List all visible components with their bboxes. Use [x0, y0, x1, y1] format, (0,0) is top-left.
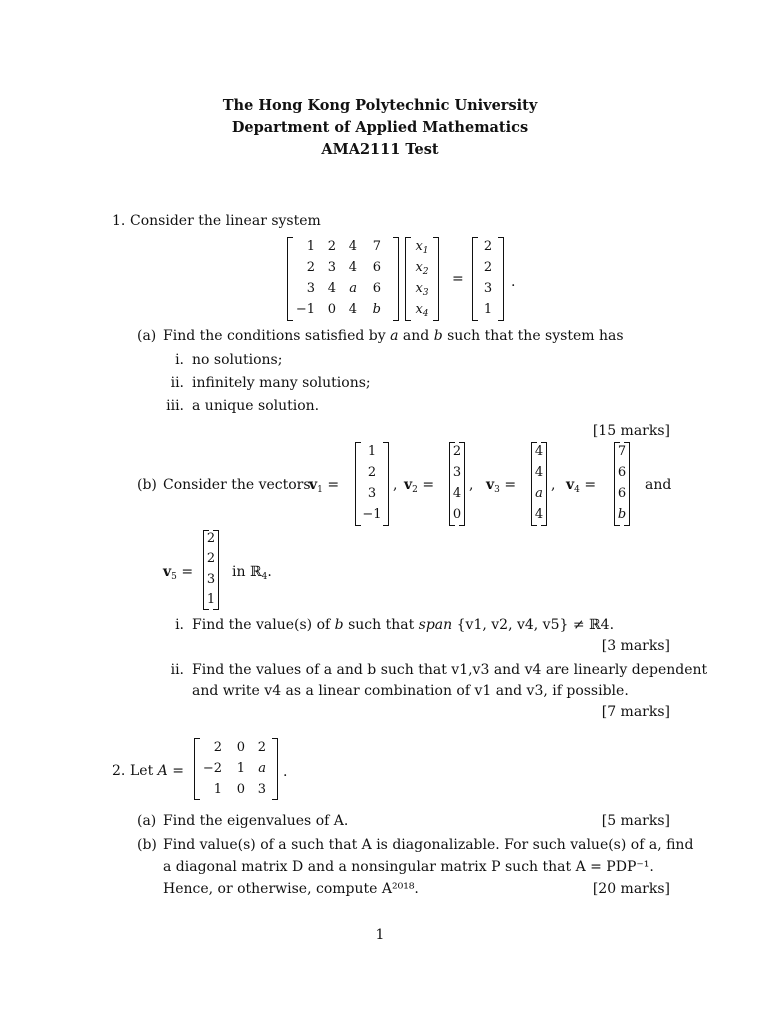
matrix-cell: 3 [306, 281, 315, 296]
q1a-iii-roman: iii. [166, 398, 184, 414]
q1-number: 1. [112, 213, 126, 229]
q2b-line1: Find value(s) of a such that A is diagonalizable. For such value(s) of a, find [163, 837, 694, 853]
x2: $x_2$ [415, 260, 429, 277]
v4-label: $v_4$ = [566, 477, 597, 495]
q2-let: Let A = [130, 763, 184, 779]
v5-label: $v_5$ = [163, 564, 194, 582]
q2-matrix [194, 738, 278, 800]
q1b-ii-line2: and write v4 as a linear combination of v1 and v3, if possible. [192, 683, 629, 699]
matrix-cell: 1 [306, 239, 315, 254]
v1-vector: 1 2 3 −1 [355, 442, 389, 526]
matrix-cell: 2 [257, 740, 266, 755]
comma-1: , [393, 477, 398, 493]
matrix-cell: 3 [257, 782, 266, 797]
in-r4: in ℝ$_4$. [232, 564, 272, 582]
matrix-cell: 2 [213, 740, 222, 755]
q1a-text: Find the conditions satisfied by a and b such that the system has [163, 328, 624, 344]
q1a-i-roman: i. [175, 352, 184, 368]
v5-vector: 2 2 3 1 [203, 530, 219, 610]
v2-vector: 2 3 4 0 [449, 442, 465, 526]
q1a-iii-text: a unique solution. [192, 398, 320, 414]
matrix-cell: 0 [327, 302, 336, 317]
q1b-i-roman: i. [175, 617, 184, 633]
q1b-label: (b) [137, 477, 157, 493]
comma-3: , [551, 477, 556, 493]
university-title: The Hong Kong Polytechnic University [222, 97, 538, 114]
department-title: Department of Applied Mathematics [231, 119, 529, 136]
q1-coefficient-matrix [287, 237, 399, 321]
q2a-label: (a) [137, 813, 157, 829]
q2a-text: Find the eigenvalues of A. [163, 813, 349, 829]
matrix-cell: 4 [348, 260, 357, 275]
q1b-ii-marks: [7 marks] [601, 704, 670, 720]
q2b-line2: a diagonal matrix D and a nonsingular matrix P such that A = PDP⁻¹. [163, 859, 654, 875]
and-word: and [645, 477, 672, 493]
matrix-cell: a [258, 761, 266, 776]
matrix-cell: 1 [213, 782, 222, 797]
matrix-cell: −2 [202, 761, 222, 776]
q2-number: 2. [112, 763, 126, 779]
matrix-cell: 2 [327, 239, 336, 254]
x1: $x_1$ [415, 239, 429, 256]
q1-equals: = [452, 271, 464, 287]
q1b-text: Consider the vectors [163, 477, 311, 493]
matrix-cell: b [372, 302, 381, 317]
matrix-cell: 3 [327, 260, 336, 275]
v3-label: $v_3$ = [486, 477, 517, 495]
matrix-cell: 6 [372, 281, 381, 296]
course-title: AMA2111 Test [321, 141, 439, 158]
q1a-label: (a) [137, 328, 157, 344]
matrix-cell: 1 [236, 761, 245, 776]
matrix-cell: 4 [327, 281, 336, 296]
v1-label: $v_1$ = [309, 477, 340, 495]
q1b-ii-line1: Find the values of a and b such that v1,v3 and v4 are linearly dependent [192, 662, 708, 678]
q1b-i-text: Find the value(s) of b such that span {v1, v2, v4, v5} ≠ ℝ4. [192, 617, 615, 633]
q1-period: . [511, 274, 516, 290]
v2-label: $v_2$ = [404, 477, 435, 495]
q2b-line3: Hence, or otherwise, compute A²⁰¹⁸. [163, 881, 419, 897]
matrix-cell: 4 [348, 239, 357, 254]
matrix-cell: −1 [295, 302, 315, 317]
matrix-cell: 7 [372, 239, 381, 254]
matrix-cell: 2 [306, 260, 315, 275]
q2b-label: (b) [137, 837, 157, 853]
q1a-ii-text: infinitely many solutions; [192, 375, 371, 391]
q1-intro: Consider the linear system [130, 213, 321, 229]
q1a-i-text: no solutions; [192, 352, 283, 368]
matrix-cell: 4 [348, 302, 357, 317]
q1-unknown-vector [405, 237, 439, 321]
x4: $x_4$ [415, 302, 429, 319]
q2b-marks: [20 marks] [592, 881, 670, 897]
matrix-cell: 6 [372, 260, 381, 275]
v4-vector: 7 6 6 b [614, 442, 630, 526]
matrix-cell: 0 [236, 782, 245, 797]
comma-2: , [469, 477, 474, 493]
q1a-ii-roman: ii. [170, 375, 184, 391]
x3: $x_3$ [415, 281, 429, 298]
v3-vector: 4 4 a 4 [531, 442, 547, 526]
q2a-marks: [5 marks] [601, 813, 670, 829]
page-number: 1 [375, 927, 385, 943]
matrix-cell: a [349, 281, 357, 296]
q1b-ii-roman: ii. [170, 662, 184, 678]
q1a-marks: [15 marks] [592, 423, 670, 439]
matrix-cell: 0 [236, 740, 245, 755]
q2-period: . [283, 764, 288, 780]
q1-rhs-vector: 2 2 3 1 [472, 237, 504, 321]
q1b-i-marks: [3 marks] [601, 638, 670, 654]
